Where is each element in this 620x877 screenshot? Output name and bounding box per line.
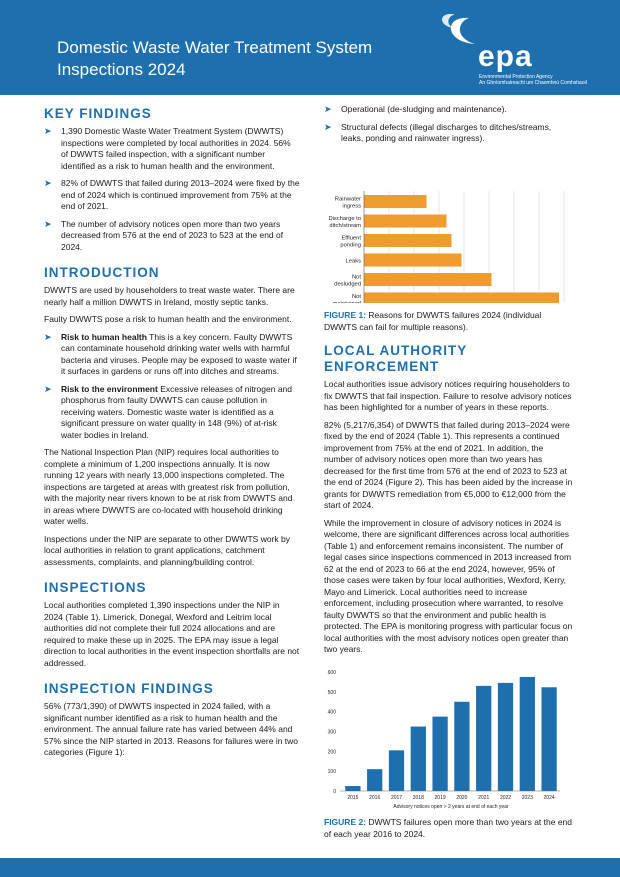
failure-category-list — [324, 104, 574, 145]
x-tick-label: 2024 — [543, 794, 555, 801]
key-finding-text: 1,390 Domestic Waste Water Treatment System (DWWTS) inspections were completed by local authorities in 2024. 56% of DWWTS failed inspection, with a significant number identified as a risk to human health and the environment. — [61, 126, 291, 171]
category-label-line: ponding — [340, 241, 361, 248]
category-label — [328, 216, 361, 229]
bar — [364, 195, 427, 208]
arrow-bullet-icon: ➤ — [44, 331, 52, 342]
list-item — [324, 122, 574, 145]
x-tick-label: 2016 — [369, 794, 381, 801]
y-tick-label: 100 — [327, 768, 336, 775]
inspection-findings-heading: INSPECTION FINDINGS — [44, 681, 214, 696]
risk-title: Risk to the environment — [61, 383, 158, 394]
category-label-line: ditch/stream — [329, 222, 361, 229]
list-item — [44, 384, 300, 442]
bar — [389, 750, 404, 791]
x-tick-label: 2022 — [499, 794, 512, 801]
list-item — [44, 219, 300, 254]
enforcement-paragraph: While the improvement in closure of advisory notices in 2024 is welcome, there are significant differences across local authorities (Table 1) and enforcement remains inconsistent. The number of legal cases since inspections commenced in 2013 increased from 62 at the end of 2023 to 66 at the end 2024, however, 95% of those cases were taken by four local authorities, Wexford, Kerry, Mayo and Limerick. Local authorities need to increase enforcement, including prosecution where warranted, to resolve faulty DWWTS so that the environment and public health is protected. The EPA is monitoring progress with particular focus on local authorities with the most advisory notices open greater than two years. — [324, 517, 573, 654]
y-tick-label: 600 — [327, 669, 336, 676]
bar — [476, 685, 491, 790]
failure-category-text: Operational (de-sludging and maintenance). — [341, 104, 507, 114]
bar — [364, 292, 559, 303]
bar — [432, 716, 447, 790]
bar — [411, 726, 426, 790]
y-tick-label: 500 — [327, 689, 336, 696]
enforcement-paragraph: 82% (5,217/6,354) of DWWTS that failed during 2013–2024 were fixed by the end of 2024 (Table 1). This represents a continued improvement from 75% at the end of 2021. In addition, the number of advisory notices open more than two years has decreased for the first time from 576 at the end of 2023 to 523 at the end of 2024 (Figure 2). This has been aided by the increase in grants for DWWTS remediation from €5,000 to €12,000 from the start of 2024. — [324, 419, 573, 510]
category-label — [346, 258, 362, 264]
failure-category-text: Structural defects (illegal discharges to ditches/streams, leaks, ponding and rainwater ingress). — [341, 121, 552, 143]
intro-paragraph: Inspections under the NIP are separate to other DWWTS work by local authorities in relation to grant applications, catchment assessments, complaints, and planning/building control. — [44, 533, 290, 567]
logo-subtitle-en: Environmental Protection Agency — [479, 74, 553, 80]
inspections-paragraph: Local authorities completed 1,390 inspections under the NIP in 2024 (Table 1). Limerick, Donegal, Wexford and Leitrim local authorities did not complete their full 2024 allocations and are required to make these up in 2025. The EPA may issue a legal direction to local authorities in the event inspection shortfalls are not addressed. — [44, 600, 300, 668]
x-tick-label: 2020 — [456, 794, 468, 801]
arrow-bullet-icon: ➤ — [44, 383, 52, 394]
bar — [364, 214, 447, 227]
title-line-2: Inspections 2024 — [57, 60, 186, 79]
figure-1-caption — [324, 310, 574, 333]
bar — [364, 234, 452, 247]
y-tick-label: 300 — [327, 729, 336, 735]
category-label — [340, 235, 361, 248]
y-tick-label: 0 — [333, 788, 336, 795]
figure-2-label: FIGURE 2: — [324, 817, 367, 827]
figure-1-chart — [324, 151, 574, 303]
bar — [345, 786, 360, 791]
category-label-line: Rainwater — [334, 196, 361, 202]
page-header — [0, 0, 620, 95]
figure-2-caption — [324, 817, 574, 840]
x-tick-label: 2017 — [390, 794, 403, 801]
x-tick-label: 2023 — [521, 794, 533, 801]
bar — [367, 769, 382, 791]
logo-wordmark: epa — [478, 40, 533, 73]
x-tick-label: 2019 — [434, 794, 446, 801]
key-findings-list — [44, 126, 300, 253]
arrow-bullet-icon: ➤ — [44, 178, 52, 188]
inspection-findings-paragraph: 56% (773/1,390) of DWWTS inspected in 2024 failed, with a significant number identified as a risk to human health and the environment. The annual failure rate has varied between 44% and 57% since the NIP started in 2013. Reasons for failures were in two categories (Figure 1): — [44, 701, 299, 757]
logo-subtitle-ga: An Ghníomhaireacht um Chaomhnú Comhshaoil — [479, 80, 587, 86]
category-label-line: Leaks — [345, 258, 361, 264]
intro-paragraph: DWWTS are used by householders to treat waste water. There are nearly half a million DWWTS in Ireland, mostly septic tanks. — [44, 285, 295, 307]
risk-text: Excessive releases of nitrogen and phosphorus from faulty DWWTS can cause pollution in receiving waters. Domestic waste water is identified as a significant pressure on water quality in 148 (9%) of at-risk water bodies in Ireland. — [61, 383, 293, 440]
category-label-line: Discharge to — [328, 215, 361, 222]
category-label-line: ingress — [342, 202, 361, 209]
inspections-heading: INSPECTIONS — [44, 580, 147, 595]
list-item — [44, 332, 300, 378]
page-footer — [0, 858, 620, 877]
category-label — [333, 294, 362, 303]
risk-text: This is a key concern. Faulty DWWTS can contaminate household drinking water wells with harmful bacteria and viruses. People may be exposed to waste water if it surfaces in gardens or runs off into ditches and streams. — [61, 331, 297, 376]
category-label-line: desludged — [334, 280, 361, 287]
x-tick-label: 2018 — [412, 794, 424, 801]
key-finding-text: 82% of DWWTS that failed during 2013–2024 were fixed by the end of 2024 which is continued improvement from 75% at the end of 2021. — [61, 178, 300, 211]
arrow-bullet-icon: ➤ — [44, 126, 52, 136]
logo-swirl-shape — [451, 18, 475, 44]
category-label-line: Not — [351, 274, 361, 280]
arrow-bullet-icon: ➤ — [324, 121, 332, 132]
category-label-line: Not — [351, 293, 361, 300]
category-label-line: Effluent — [341, 235, 361, 241]
risk-list — [44, 332, 300, 442]
left-column — [44, 106, 300, 765]
bar — [364, 253, 462, 266]
x-axis-label: Advisory notices open > 2 years at end of each year — [393, 803, 509, 810]
category-label — [335, 196, 361, 209]
x-tick-label: 2015 — [347, 794, 359, 801]
x-tick-label: 2021 — [478, 794, 490, 801]
figure-2-caption-text: DWWTS failures open more than two years at the end of each year 2016 to 2024. — [324, 817, 573, 839]
right-column — [324, 104, 574, 846]
risk-title: Risk to human health — [61, 331, 147, 342]
title-line-1: Domestic Waste Water Treatment System — [57, 38, 373, 57]
bar — [454, 701, 469, 790]
category-label — [334, 274, 361, 287]
bar — [520, 676, 535, 790]
list-item — [44, 178, 300, 213]
key-finding-text: The number of advisory notices open more than two years decreased from 576 at the end of 2023 to 523 at the end of 2024. — [61, 218, 284, 252]
arrow-bullet-icon: ➤ — [324, 104, 332, 114]
figure-1-label: FIGURE 1: — [324, 310, 367, 320]
list-item — [324, 104, 574, 116]
intro-paragraph: The National Inspection Plan (NIP) requires local authorities to complete a minimum of 1,200 inspections annually. It is now running 12 years with nearly 13,000 inspections completed. The inspections are targeted at areas with greatest risk from pollution, with the majority near rivers known to be at risk from DWWTS and in areas where DWWTS are co-located with household drinking water wells. — [44, 447, 293, 526]
enforcement-heading: LOCAL AUTHORITY ENFORCEMENT — [324, 343, 467, 374]
bar — [364, 273, 492, 286]
bar — [541, 687, 556, 791]
bar — [498, 682, 513, 790]
figure-2-chart — [324, 662, 574, 810]
category-label-line — [333, 300, 361, 302]
y-tick-label: 400 — [327, 709, 336, 716]
intro-paragraph: Faulty DWWTS pose a risk to human health and the environment. — [44, 314, 292, 324]
introduction-heading: INTRODUCTION — [44, 265, 160, 280]
enforcement-paragraph: Local authorities issue advisory notices requiring householders to fix DWWTS that fail inspection. Failure to resolve advisory notices has been highlighted for a number of years in these reports. — [324, 379, 572, 412]
list-item — [44, 126, 300, 172]
logo-subtitle — [479, 74, 587, 86]
y-tick-label: 200 — [327, 748, 336, 755]
figure-1-caption-text: Reasons for DWWTS failures 2024 (individual DWWTS can fail for multiple reasons). — [324, 310, 542, 332]
arrow-bullet-icon: ➤ — [44, 218, 52, 229]
key-findings-heading: KEY FINDINGS — [44, 106, 152, 121]
page-title — [57, 37, 372, 81]
